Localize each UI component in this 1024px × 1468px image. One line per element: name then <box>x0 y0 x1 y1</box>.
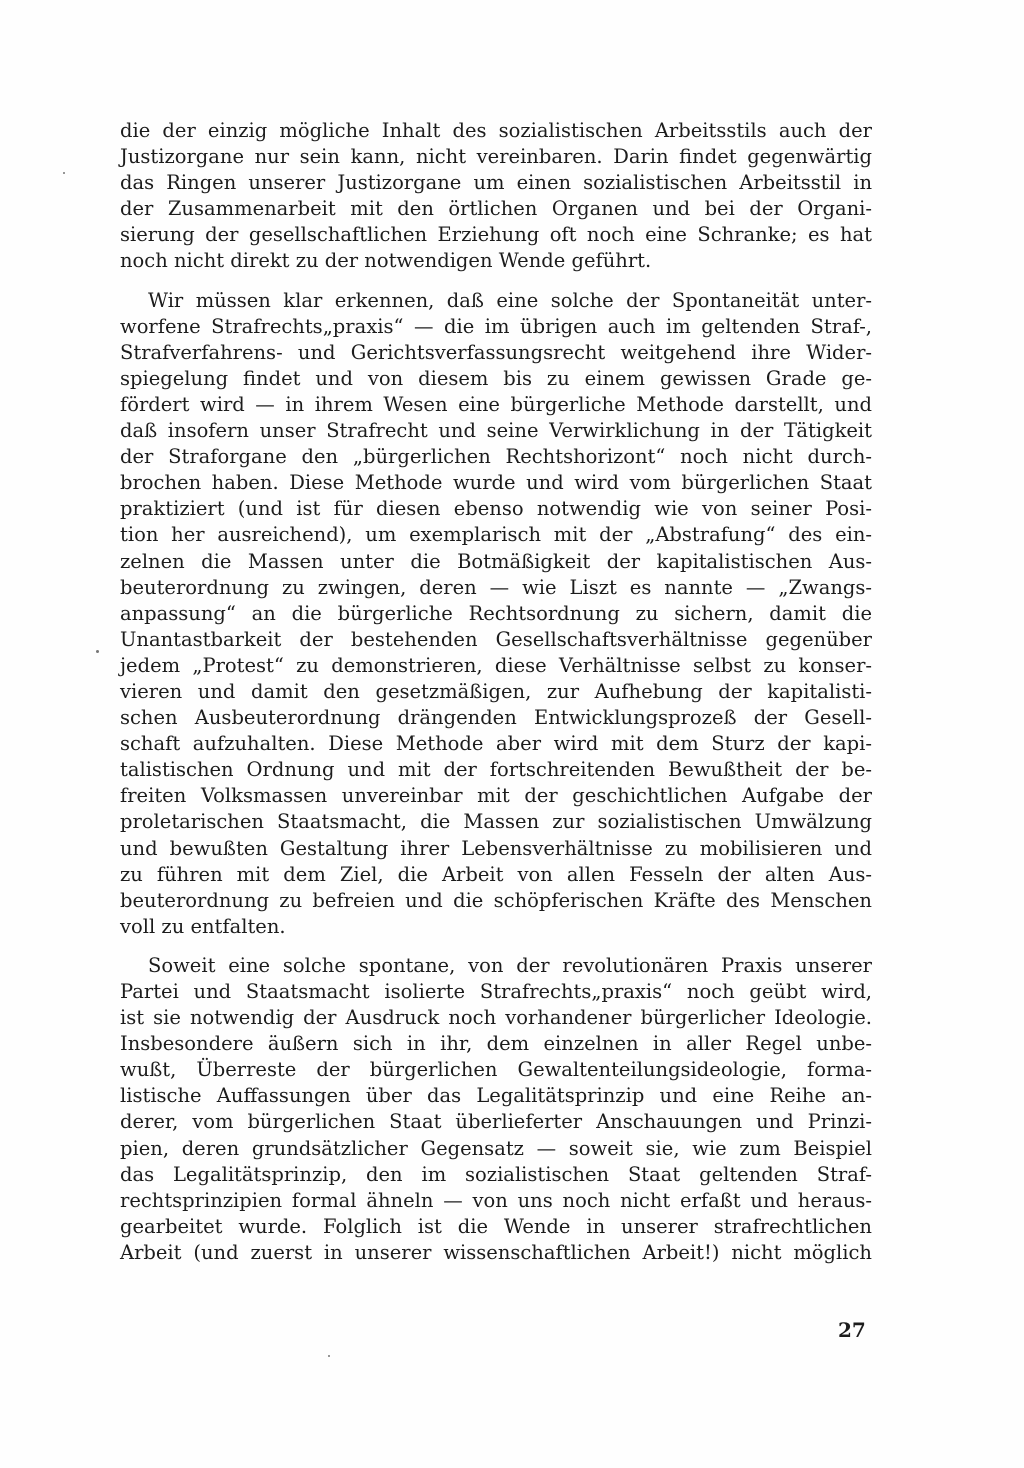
text-line: proletarischen Staatsmacht, die Massen zur sozialistischen Umwälzung <box>120 810 872 834</box>
text-line: freiten Volksmassen unvereinbar mit der geschichtlichen Aufgabe der <box>120 784 872 808</box>
text-line: listische Auffassungen über das Legalitätsprinzip und eine Reihe an- <box>120 1084 872 1108</box>
text-line: derer, vom bürgerlichen Staat überlieferter Anschauungen und Prinzi- <box>120 1110 872 1134</box>
paragraph-1 <box>120 118 872 275</box>
text-line: voll zu entfalten. <box>120 914 286 938</box>
text-line: worfene Strafrechts„praxis“ — die im übrigen auch im geltenden Straf-, <box>120 314 872 338</box>
text-line: ist sie notwendig der Ausdruck noch vorhandener bürgerlicher Ideologie. <box>120 1006 872 1030</box>
text-line: spiegelung findet und von diesem bis zu einem gewissen Grade ge- <box>120 366 872 390</box>
text-line: daß insofern unser Strafrecht und seine Verwirklichung in der Tätigkeit <box>120 419 872 443</box>
text-line: der Straforgane den „bürgerlichen Rechtshorizont“ noch nicht durch- <box>120 445 872 469</box>
text-line: die der einzig mögliche Inhalt des sozialistischen Arbeitsstils auch der <box>120 119 872 142</box>
print-speck <box>328 1355 330 1357</box>
text-line: brochen haben. Diese Methode wurde und wird vom bürgerlichen Staat <box>120 471 872 495</box>
text-line: zelnen die Massen unter die Botmäßigkeit der kapitalistischen Aus- <box>120 549 872 573</box>
text-line: gearbeitet wurde. Folglich ist die Wende in unserer strafrechtlichen <box>120 1214 872 1238</box>
paragraph-2 <box>120 288 872 940</box>
text-line: noch nicht direkt zu der notwendigen Wende geführt. <box>120 249 652 273</box>
text-line: Arbeit (und zuerst in unserer wissenschaftlichen Arbeit!) nicht möglich <box>120 1240 872 1264</box>
text-line: anpassung“ an die bürgerliche Rechtsordnung zu sichern, damit die <box>120 601 872 625</box>
text-line: und bewußten Gestaltung ihrer Lebensverhältnisse zu mobilisieren und <box>120 836 872 860</box>
text-line: Soweit eine solche spontane, von der revolutionären Praxis unserer <box>148 953 872 977</box>
text-line: praktiziert (und ist für diesen ebenso notwendig wie von seiner Posi- <box>120 497 872 521</box>
text-line: Partei und Staatsmacht isolierte Strafrechts„praxis“ noch geübt wird, <box>120 980 872 1003</box>
text-line: vieren und damit den gesetzmäßigen, zur Aufhebung der kapitalisti- <box>120 679 872 703</box>
text-line: fördert wird — in ihrem Wesen eine bürgerliche Methode darstellt, und <box>120 392 872 416</box>
text-line: schen Ausbeuterordnung drängenden Entwicklungsprozeß der Gesell- <box>120 706 872 730</box>
page-number: 27 <box>838 1318 866 1342</box>
text-line: der Zusammenarbeit mit den örtlichen Organen und bei der Organi- <box>120 197 872 221</box>
text-line: jedem „Protest“ zu demonstrieren, diese Verhältnisse selbst zu konser- <box>120 653 872 677</box>
print-speck <box>63 172 65 174</box>
print-speck <box>96 650 99 653</box>
text-line: tion her ausreichend), um exemplarisch mit der „Abstrafung“ des ein- <box>120 523 872 547</box>
text-line: das Ringen unserer Justizorgane um einen sozialistischen Arbeitsstil in <box>120 171 872 195</box>
body-text <box>120 118 872 1266</box>
text-line: rechtsprinzipien formal ähneln — von uns noch nicht erfaßt und heraus- <box>120 1188 872 1212</box>
text-line: beuterordnung zu zwingen, deren — wie Liszt es nannte — „Zwangs- <box>120 575 872 599</box>
text-line: wußt, Überreste der bürgerlichen Gewaltenteilungsideologie, forma- <box>120 1058 872 1082</box>
text-line: zu führen mit dem Ziel, die Arbeit von allen Fesseln der alten Aus- <box>120 862 872 886</box>
paragraph-3 <box>120 953 872 1266</box>
text-line: talistischen Ordnung und mit der fortschreitenden Bewußtheit der be- <box>120 758 872 782</box>
text-line: Wir müssen klar erkennen, daß eine solche der Spontaneität unter- <box>148 288 872 312</box>
text-line: Insbesondere äußern sich in ihr, dem einzelnen in aller Regel unbe- <box>120 1032 872 1056</box>
text-line: pien, deren grundsätzlicher Gegensatz — soweit sie, wie zum Beispiel <box>120 1136 872 1160</box>
text-line: das Legalitätsprinzip, den im sozialistischen Staat geltenden Straf- <box>120 1162 872 1186</box>
text-line: Justizorgane nur sein kann, nicht vereinbaren. Darin findet gegenwärtig <box>120 145 872 169</box>
text-line: beuterordnung zu befreien und die schöpferischen Kräfte des Menschen <box>120 888 872 912</box>
text-line: sierung der gesellschaftlichen Erziehung oft noch eine Schranke; es hat <box>120 223 872 247</box>
text-line: Strafverfahrens- und Gerichtsverfassungsrecht weitgehend ihre Wider- <box>120 340 872 364</box>
text-line: schaft aufzuhalten. Diese Methode aber wird mit dem Sturz der kapi- <box>120 732 872 756</box>
text-line: Unantastbarkeit der bestehenden Gesellschaftsverhältnisse gegenüber <box>120 627 872 651</box>
